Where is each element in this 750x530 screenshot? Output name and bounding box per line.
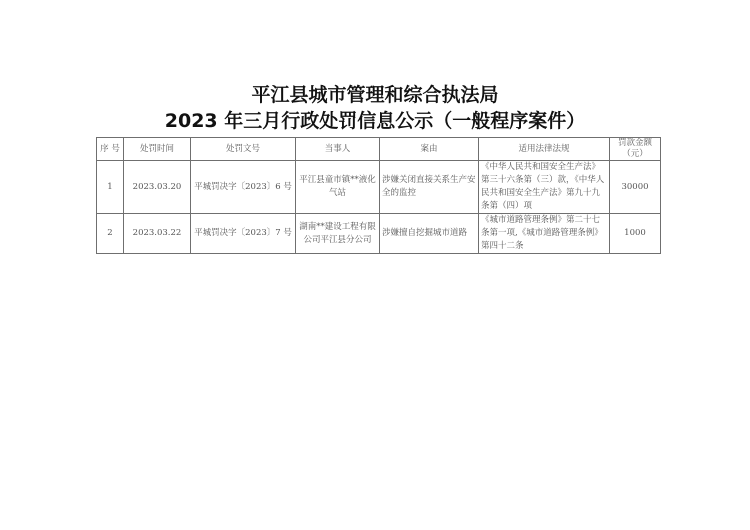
header-amount-unit: （元） xyxy=(622,149,648,159)
cell-date: 2023.03.20 xyxy=(124,161,191,214)
table-row xyxy=(97,214,661,254)
table-row xyxy=(97,161,661,214)
cell-date: 2023.03.22 xyxy=(124,214,191,254)
cell-party: 平江县童市镇**液化气站 xyxy=(296,161,380,214)
cell-law: 《城市道路管理条例》第二十七条第一项,《城市道路管理条例》第四十二条 xyxy=(479,214,610,254)
header-amount xyxy=(610,138,661,161)
cell-law: 《中华人民共和国安全生产法》第三十六条第（三）款，《中华人民共和国安全生产法》第九十九条第（四）项 xyxy=(479,161,610,214)
document-subtitle: 2023 年三月行政处罚信息公示（一般程序案件） xyxy=(164,110,586,132)
cell-doc-no: 平城罚决字〔2023〕6 号 xyxy=(191,161,296,214)
penalty-table xyxy=(96,137,661,254)
cell-amount: 1000 xyxy=(610,214,661,254)
cell-cause: 涉嫌关闭直接关系生产安全的监控 xyxy=(380,161,479,214)
header-no: 序 号 xyxy=(97,138,124,161)
cell-no: 1 xyxy=(97,161,124,214)
cell-amount: 30000 xyxy=(610,161,661,214)
cell-no: 2 xyxy=(97,214,124,254)
header-date: 处罚时间 xyxy=(124,138,191,161)
header-party: 当事人 xyxy=(296,138,380,161)
header-amount-label: 罚款金额 xyxy=(617,138,652,148)
cell-doc-no: 平城罚决字〔2023〕7 号 xyxy=(191,214,296,254)
table-header-row xyxy=(97,138,661,161)
document-title: 平江县城市管理和综合执法局 xyxy=(251,84,499,106)
header-cause: 案由 xyxy=(380,138,479,161)
cell-cause: 涉嫌擅自挖掘城市道路 xyxy=(380,214,479,254)
header-law: 适用法律法规 xyxy=(479,138,610,161)
header-doc-no: 处罚文号 xyxy=(191,138,296,161)
cell-party: 湖南**建设工程有限公司平江县分公司 xyxy=(296,214,380,254)
